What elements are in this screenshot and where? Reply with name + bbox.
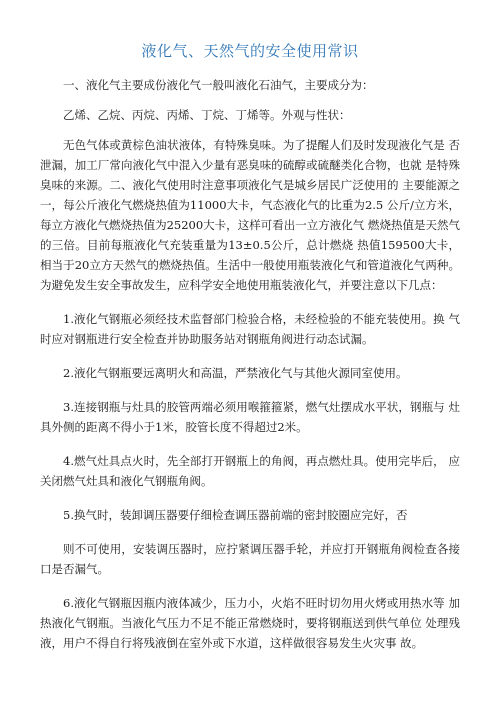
paragraph-composition-intro: 一、液化气主要成份液化气一般叫液化石油气，主要成分为： — [63, 78, 374, 92]
paragraph-components: 乙烯、乙烷、丙烷、丙烯、丁烷、丁烯等。外观与性状： — [63, 108, 351, 122]
paragraph-rule-5: 5.换气时，装卸调压器要仔细检查调压器前端的密封胶圈应完好，否 — [63, 508, 408, 522]
paragraph-rule-2: 2.液化气钢瓶要远离明火和高温，严禁液化气与其他火源同室使用。 — [63, 366, 408, 380]
paragraph-properties: 无色气体或黄棕色油状液体，有特殊臭味。为了提醒人们及时发现液化气是 否泄漏，加工厂常向液化气中混入少量有恶臭味的硫醇或硫醚类化合物，也就 是特殊臭味的来源。二、液化气使用时注意事项液化气是城乡居民广泛使用的 主要能源之一，每公斤液化气燃烧热值为11000大卡，气态液化气的比重为2.5 公斤/立方米，每立方液化气燃烧热值为25200大卡，这样可看出一立方液化气 燃烧热值是天然气的三倍。目前每瓶液化气充装重量为13±0.5公斤，总计燃烧 热值159500大卡，相当于20立方天然气的燃烧热值。生活中一般使用瓶装液化气和管道液化气两种。为避免发生安全事故发生，应科学安全地使用瓶装液化气，并要注意以下几点： — [40, 138, 460, 292]
paragraph-rule-6: 6.液化气钢瓶因瓶内液体减少，压力小，火焰不旺时切勿用火烤或用热水等 加热液化气钢瓶。当液化气压力不足不能正常燃烧时，要将钢瓶送到供气单位 处理残液，用户不得自行将残液倒在室外或下水道，这样做很容易发生火灾事 故。 — [40, 596, 460, 650]
paragraph-rule-5-continued: 则不可使用，安装调压器时，应拧紧调压器手轮，并应打开钢瓶角阀检查各接口是否漏气。 — [40, 542, 460, 576]
paragraph-rule-4: 4.燃气灶具点火时，先全部打开钢瓶上的角阀，再点燃灶具。使用完毕后， 应关闭燃气灶具和液化气钢瓶角阀。 — [40, 454, 460, 488]
paragraph-rule-1: 1.液化气钢瓶必须经技术监督部门检验合格，未经检验的不能充装使用。换 气时应对钢瓶进行安全检查并协助服务站对钢瓶角阀进行动态试漏。 — [40, 312, 460, 346]
document-title: 液化气、天然气的安全使用常识 — [141, 42, 359, 60]
paragraph-rule-3: 3.连接钢瓶与灶具的胶管两端必须用喉箍箍紧，燃气灶摆成水平状，钢瓶与 灶具外侧的距离不得小于1米，胶管长度不得超过2米。 — [40, 400, 460, 434]
